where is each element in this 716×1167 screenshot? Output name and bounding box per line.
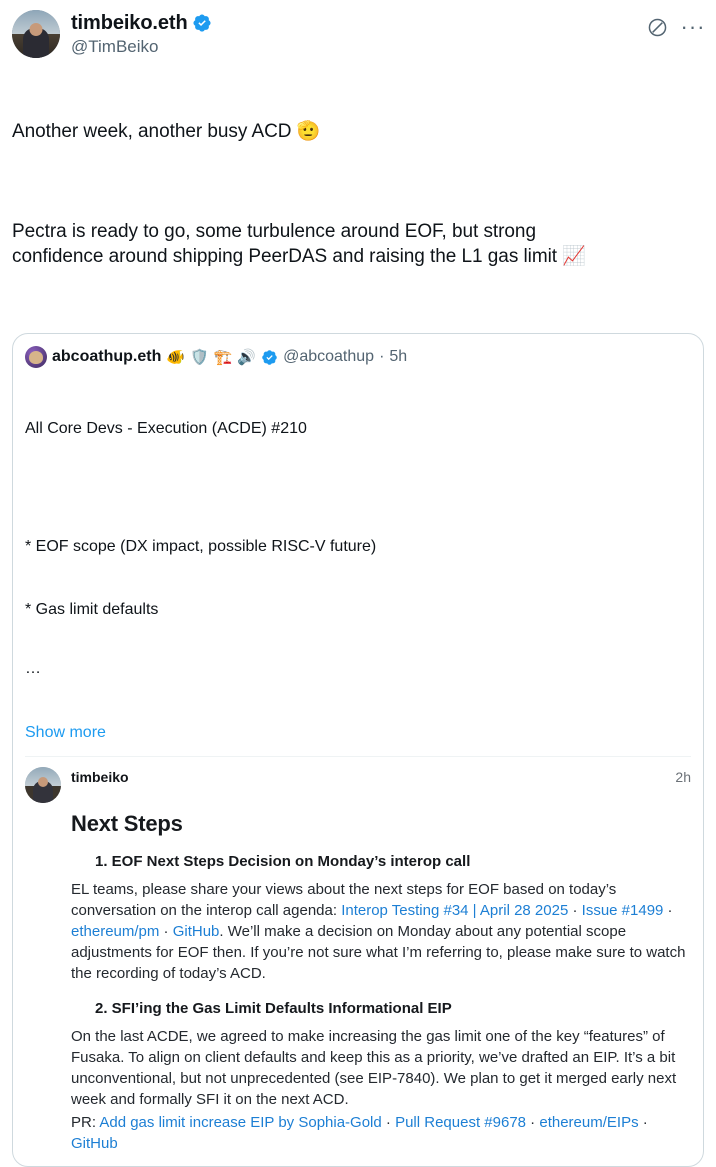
chart-increasing-emoji: 📈 [562, 245, 586, 267]
verified-badge-icon [261, 349, 278, 366]
issue-1499-link[interactable]: Issue #1499 [581, 902, 664, 919]
embedded-post-meta [71, 767, 691, 785]
author-names [71, 10, 635, 58]
quoted-text-line-1: All Core Devs - Execution (ACDE) #210 [25, 420, 307, 437]
ethereum-pm-link[interactable]: ethereum/pm [71, 923, 160, 940]
pr-dot-2: · [526, 1114, 540, 1131]
interop-testing-link[interactable]: Interop Testing #34 | April 28 2025 [341, 902, 569, 919]
github-link[interactable]: GitHub [172, 923, 220, 940]
handle[interactable]: @TimBeiko [71, 37, 159, 56]
quoted-tweet-card[interactable] [12, 333, 704, 1167]
embedded-timestamp: 2h [675, 769, 691, 785]
tweet-text-line-2a: Pectra is ready to go, some turbulence around EOF, but strong [12, 221, 536, 242]
embedded-pr-line [71, 1112, 689, 1154]
embedded-post-body [25, 811, 691, 1154]
more-options-label: ··· [680, 14, 706, 39]
display-name[interactable]: timbeiko.eth [71, 12, 188, 34]
section-1-dot-1: · [568, 902, 582, 919]
pr-label: PR: [71, 1114, 100, 1131]
header-actions [646, 10, 704, 38]
embedded-title: Next Steps [71, 811, 183, 836]
verified-badge-icon [192, 13, 212, 33]
speaker-emoji: 🔊 [237, 348, 257, 366]
quoted-handle: @abcoathup [283, 348, 375, 365]
quoted-timestamp: 5h [389, 348, 408, 365]
embedded-avatar [25, 767, 61, 803]
github-link-2[interactable]: GitHub [71, 1135, 118, 1152]
section-1-dot-3: · [159, 923, 173, 940]
fish-emoji: 🐠 [166, 348, 186, 366]
avatar-head [30, 23, 43, 36]
embedded-section-1-paragraph [71, 879, 689, 984]
quoted-display-name[interactable]: abcoathup.eth [52, 348, 162, 365]
tweet-text [12, 69, 704, 319]
ethereum-eips-link[interactable]: ethereum/EIPs [539, 1114, 639, 1131]
pull-request-9678-link[interactable]: Pull Request #9678 [395, 1114, 527, 1131]
embedded-section-1-heading: 1. EOF Next Steps Decision on Monday’s interop call [95, 853, 471, 870]
pr-title-link[interactable]: Add gas limit increase EIP by Sophia-Gold [99, 1114, 382, 1131]
quoted-text-line-3: * Gas limit defaults [25, 601, 159, 618]
section-1-dot-2: · [663, 902, 673, 919]
tweet-text-line-2 [12, 219, 704, 269]
embedded-post-header [25, 767, 691, 803]
embedded-section-2-paragraph: On the last ACDE, we agreed to make increasing the gas limit one of the key “features” of Fusaka. To align on client defaults and keep this as a priority, we’ve drafted an EIP. It’s a bit unconventional, but not unprecedented (see EIP-7840). We plan to get it merged early next week and formally SFI it on the next ACD. [71, 1028, 677, 1108]
embedded-section-2-heading: 2. SFI’ing the Gas Limit Defaults Informational EIP [95, 1000, 452, 1017]
display-name-row [71, 11, 635, 35]
more-options-icon[interactable] [682, 16, 704, 38]
quoted-tweet-header [25, 346, 691, 368]
grok-icon[interactable] [646, 16, 668, 38]
section-1-text-pre: EL teams, please share your views about the next steps for EOF based on today’s conversation on the interop call agenda: [71, 881, 617, 919]
tweet-header [12, 10, 704, 58]
quoted-separator: · [379, 348, 385, 365]
construction-emoji: 🏗️ [213, 348, 233, 366]
tweet-text-line-1 [12, 119, 704, 144]
quoted-text [25, 376, 691, 718]
quoted-text-line-2: * EOF scope (DX impact, possible RISC-V future) [25, 538, 377, 555]
tweet-text-line-1-text: Another week, another busy ACD [12, 121, 297, 142]
tweet-text-line-2b: confidence around shipping PeerDAS and raising the L1 gas limit [12, 246, 563, 267]
avatar[interactable] [12, 10, 60, 58]
embedded-post [25, 756, 691, 1154]
shield-emoji: 🛡️ [190, 348, 209, 366]
show-more-link[interactable]: Show more [25, 724, 106, 741]
pr-dot-3: · [638, 1114, 648, 1131]
section-1-text-post: . We’ll make a decision on Monday about any potential scope adjustments for EOF then. If you’re not sure what I’m referring to, please make sure to watch the recording of today’s ACD. [71, 923, 686, 982]
pr-dot-1: · [381, 1114, 396, 1131]
embedded-author: timbeiko [71, 769, 129, 785]
quoted-text-ellipsis: … [25, 660, 41, 677]
hugging-face-emoji: 🫡 [296, 120, 321, 142]
embedded-avatar-head [38, 777, 48, 787]
quoted-avatar[interactable] [25, 346, 47, 368]
